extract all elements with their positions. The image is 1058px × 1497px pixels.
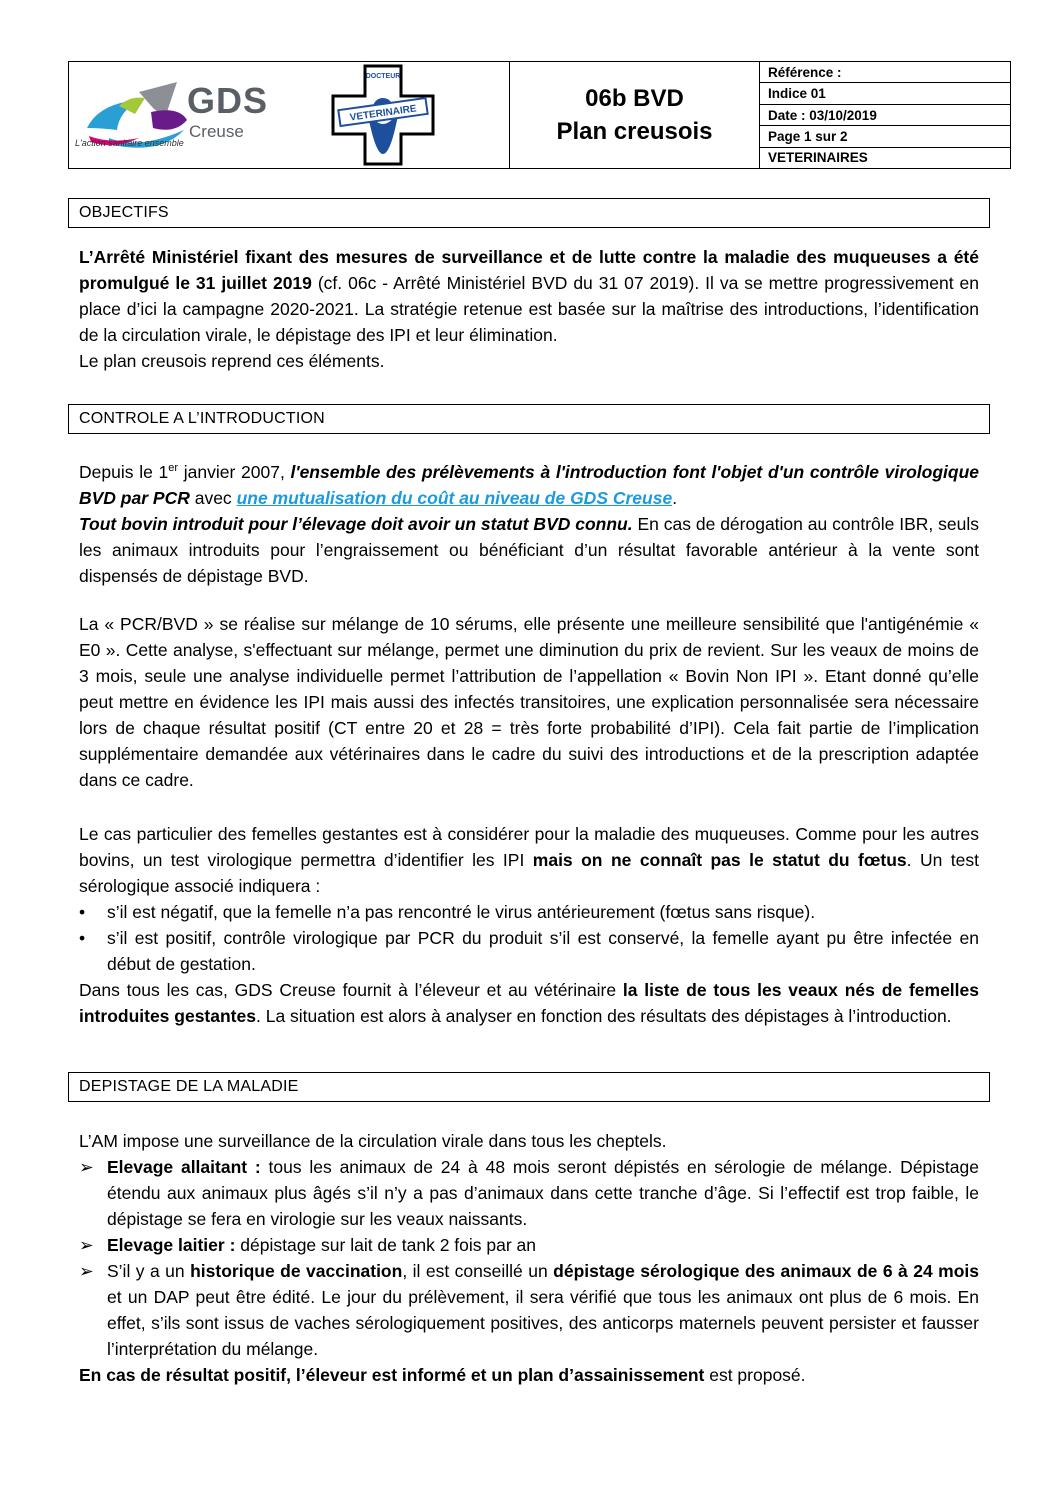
meta-reference: Référence :	[760, 62, 1010, 83]
vet-word: VETERINAIRE	[349, 103, 418, 124]
bullet-icon: •	[79, 902, 86, 922]
depistage-intro: L’AM impose une surveillance de la circulation virale dans tous les cheptels.	[79, 1131, 667, 1151]
objectifs-paragraph: L’Arrêté Ministériel fixant des mesures de surveillance et de lutte contre la maladie des muqueuses a été promulgué le 31 juillet 2019 (cf. 06c - Arrêté Ministériel BVD du 31 07 2019). Il va se mettre progressivement en place d’ici la campagne 2020-2021. La stratégie retenue est basée sur la maîtrise des introductions, l’identification de la circulation virale, le dépistage des IPI et leur élimination. Le plan creusois reprend ces éléments.	[79, 247, 979, 371]
mutualisation-link[interactable]: une mutualisation du coût au niveau de GDS Creuse	[236, 487, 673, 508]
vet-top-word: DOCTEUR	[365, 73, 401, 80]
resultat-positif-paragraph: En cas de résultat positif, l’éleveur est informé et un plan d’assainissement est proposé.	[79, 1365, 806, 1385]
document-header	[68, 61, 1011, 169]
arrow-bullet-icon: ➢	[79, 1157, 94, 1177]
list-item: ➢ S’il y a un historique de vaccination, il est conseillé un dépistage sérologique des animaux de 6 à 24 mois et un DAP peut être édité. Le jour du prélèvement, il sera vérifié que tous les animaux ont plus de 6 mois. En effet, s’ils sont issus de vaches sérologiquement positives, des anticorps maternels peuvent persister et fausser l’interprétation du mélange.	[79, 1258, 979, 1362]
meta-date: Date : 03/10/2019	[760, 105, 1010, 126]
list-item: ➢ Elevage allaitant : tous les animaux de 24 à 48 mois seront dépistés en sérologie de mélange. Dépistage étendu aux animaux plus âgés s’il n’y a pas d’animaux dans cette tranche d’âge. Si l’effectif est trop faible, le dépistage se fera en virologie sur les veaux naissants.	[79, 1154, 979, 1232]
list-item: • s’il est négatif, que la femelle n’a pas rencontré le virus antérieurement (fœtus sans risque).	[79, 899, 979, 925]
logos-cell	[69, 62, 510, 168]
introduction-paragraph-1: Depuis le 1er janvier 2007, l'ensemble des prélèvements à l'introduction font l'objet d'un contrôle virologique BVD par PCR avec une mutualisation du coût au niveau de GDS Creuse. Tout bovin introduit pour l’élevage doit avoir un statut BVD connu. En cas de dérogation au contrôle IBR, seuls les animaux introduits pour l’engraissement ou bénéficiant d’un résultat favorable antérieur à la vente sont dispensés de dépistage BVD.	[79, 461, 979, 586]
section-objectifs: OBJECTIFS	[68, 198, 990, 228]
femelles-gestantes-paragraph: Le cas particulier des femelles gestantes est à considérer pour la maladie des muqueuses. Comme pour les autres bovins, un test virologique permettra d’identifier les IPI mais on ne connaît pas le statut du fœtus. Un test sérologique associé indiquera :	[79, 824, 979, 896]
bullet-icon: •	[79, 928, 86, 948]
gds-tagline: L'action sanitaire ensemble	[75, 138, 184, 148]
meta-table	[760, 62, 1010, 168]
tous-les-cas-paragraph: Dans tous les cas, GDS Creuse fournit à l’éleveur et au vétérinaire la liste de tous les veaux nés de femelles introduites gestantes. La situation est alors à analyser en fonction des résultats des dépistages à l’introduction.	[79, 980, 979, 1026]
meta-indice: Indice 01	[760, 83, 1010, 104]
gds-subtitle: Creuse	[189, 122, 244, 141]
section-depistage: DEPISTAGE DE LA MALADIE	[68, 1072, 990, 1102]
list-item: ➢ Elevage laitier : dépistage sur lait de tank 2 fois par an	[79, 1232, 979, 1258]
document-title	[510, 62, 760, 168]
title-name: Plan creusois	[556, 118, 713, 145]
gds-wordmark: GDS	[187, 80, 269, 121]
list-item: • s’il est positif, contrôle virologique par PCR du produit s’il est conservé, la femelle ayant pu être infectée en début de gestation.	[79, 925, 979, 977]
veterinaire-cross-logo-icon	[331, 64, 435, 166]
meta-page: Page 1 sur 2	[760, 126, 1010, 147]
title-code: 06b BVD	[585, 85, 684, 112]
meta-audience: VETERINAIRES	[768, 150, 868, 166]
pcr-paragraph: La « PCR/BVD » se réalise sur mélange de 10 sérums, elle présente une meilleure sensibilité que l'antigénémie « E0 ». Cette analyse, s'effectuant sur mélange, permet une diminution du prix de revient. Sur les veaux de moins de 3 mois, seule une analyse individuelle permet l’attribution de l’appellation « Bovin Non IPI ». Etant donné qu’elle peut mettre en évidence les IPI mais aussi des infectés transitoires, une explication personnalisée sera nécessaire lors de chaque résultat positif (CT entre 20 et 28 = très forte probabilité d’IPI). Cela fait partie de l’implication supplémentaire demandée aux vétérinaires dans le cadre du suivi des introductions et de la prescription adaptée dans ce cadre.	[79, 614, 979, 790]
arrow-bullet-icon: ➢	[79, 1235, 94, 1255]
section-controle-introduction: CONTROLE A L’INTRODUCTION	[68, 404, 990, 434]
arrow-bullet-icon: ➢	[79, 1261, 94, 1281]
